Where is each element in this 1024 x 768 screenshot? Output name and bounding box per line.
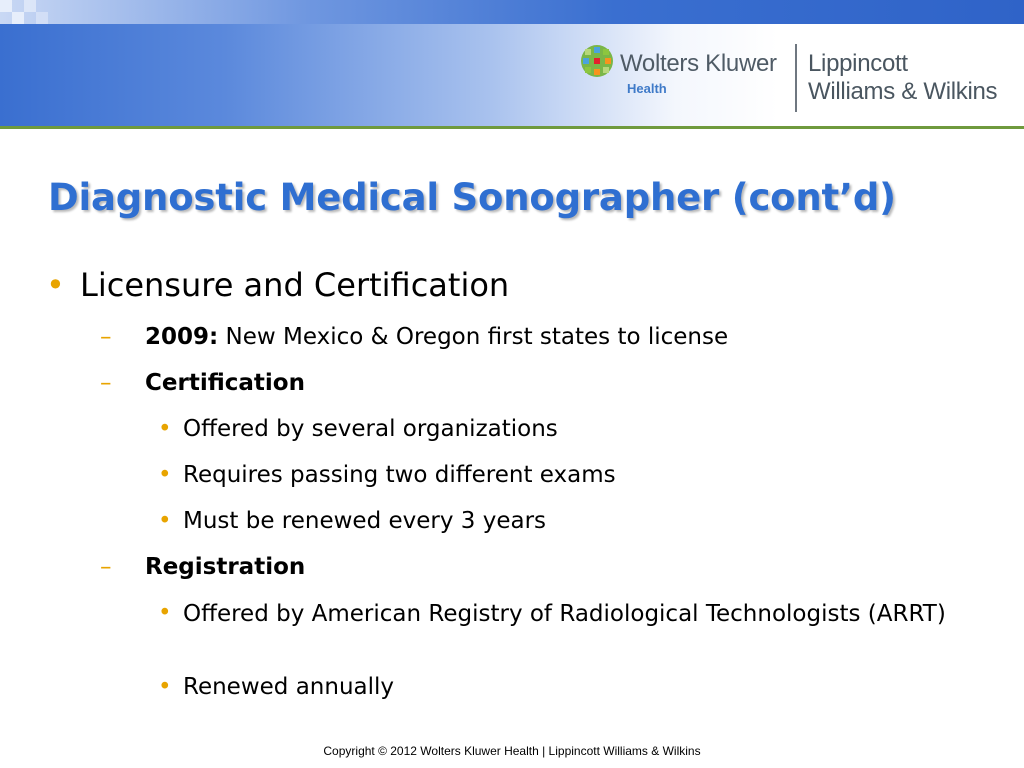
bullet-dot-icon: • [158, 416, 172, 442]
bullet-level3 [158, 462, 616, 488]
bullet-level1 [46, 266, 509, 304]
bullet-bold-text: 2009: [145, 324, 219, 350]
bullet-text: Must be renewed every 3 years [183, 508, 547, 534]
bullet-dot-icon: • [46, 266, 65, 304]
globe-logo-icon [580, 44, 614, 78]
slide-title: Diagnostic Medical Sonographer (cont’d) [48, 176, 896, 219]
logo-company-name: Wolters Kluwer [620, 50, 777, 77]
dash-marker-icon: – [100, 324, 112, 350]
bullet-level3 [158, 600, 958, 628]
bullet-bold-text: Registration [145, 554, 306, 580]
bullet-text: Offered by several organizations [183, 416, 558, 442]
bullet-dot-icon: • [158, 462, 172, 488]
bullet-level3 [158, 674, 394, 700]
bullet-level2 [100, 324, 728, 350]
bullet-text: Offered by American Registry of Radiological Technologists (ARRT) [183, 601, 946, 627]
logo-division: Health [627, 81, 667, 96]
logo-imprint-line1: Lippincott [808, 50, 908, 77]
footer-copyright: Copyright © 2012 Wolters Kluwer Health | Lippincott Williams & Wilkins [323, 744, 701, 758]
bullet-dot-icon: • [158, 508, 172, 534]
bullet-text: Renewed annually [183, 674, 395, 700]
bullet-level2 [100, 554, 305, 580]
bullet-level3 [158, 508, 546, 534]
dash-marker-icon: – [100, 370, 112, 396]
bullet-text: Requires passing two different exams [183, 462, 616, 488]
bullet-level3 [158, 416, 558, 442]
header-top-stripe [0, 0, 1024, 24]
bullet-bold-text: Certification [145, 370, 305, 396]
publisher-logo [580, 42, 1020, 114]
bullet-dot-icon: • [158, 674, 172, 700]
header-rule [0, 126, 1024, 129]
logo-divider [795, 44, 797, 112]
bullet-dot-icon: • [158, 600, 172, 626]
logo-imprint-line2: Williams & Wilkins [808, 78, 998, 105]
bullet-text: New Mexico & Oregon first states to license [218, 324, 729, 350]
dash-marker-icon: – [100, 554, 112, 580]
bullet-level2 [100, 370, 305, 396]
header-decorative-tiles [0, 0, 60, 24]
bullet-text: Licensure and Certification [80, 266, 510, 304]
